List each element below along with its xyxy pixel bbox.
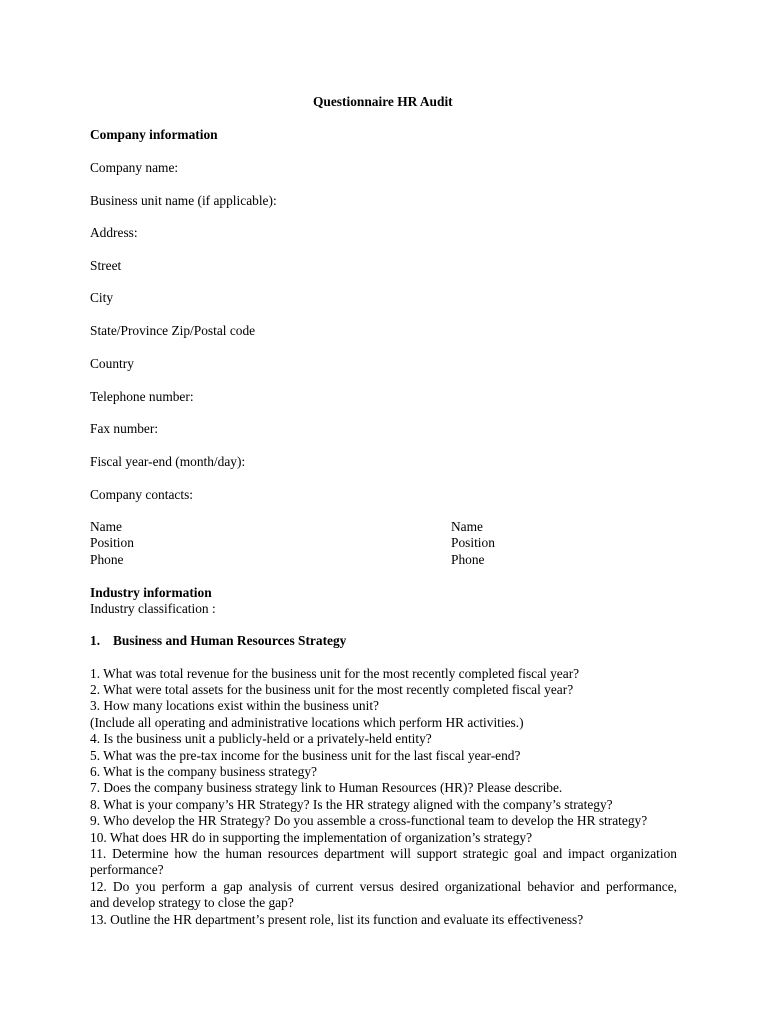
contact-left-phone: Phone — [90, 552, 124, 567]
contact-right-name: Name — [451, 519, 483, 534]
field-state-zip: State/Province Zip/Postal code — [90, 323, 256, 338]
contact-right-position: Position — [451, 535, 495, 550]
question-line: 4. Is the business unit a publicly-held or a privately-held entity? — [90, 731, 432, 746]
question-line: 11. Determine how the human resources department will support strategic goal and impact organization — [90, 846, 677, 861]
question-line: 9. Who develop the HR Strategy? Do you assemble a cross-functional team to develop the HR strategy? — [90, 813, 648, 828]
field-address: Address: — [90, 225, 138, 240]
question-line: 7. Does the company business strategy link to Human Resources (HR)? Please describe. — [90, 780, 563, 795]
question-line: 13. Outline the HR department’s present role, list its function and evaluate its effectiveness? — [90, 912, 584, 927]
industry-info-heading: Industry information — [90, 585, 212, 600]
question-line: 5. What was the pre-tax income for the business unit for the last fiscal year-end? — [90, 748, 521, 763]
section-number: 1. — [90, 633, 101, 648]
contact-right-phone: Phone — [451, 552, 485, 567]
field-company-contacts: Company contacts: — [90, 487, 194, 502]
section-heading: Business and Human Resources Strategy — [113, 633, 347, 648]
question-line: 10. What does HR do in supporting the implementation of organization’s strategy? — [90, 830, 533, 845]
company-info-heading: Company information — [90, 127, 218, 142]
field-telephone: Telephone number: — [90, 389, 194, 404]
question-line: (Include all operating and administrative locations which perform HR activities.) — [90, 715, 524, 730]
question-line: and develop strategy to close the gap? — [90, 895, 294, 910]
field-street: Street — [90, 258, 122, 273]
field-fax: Fax number: — [90, 421, 159, 436]
field-country: Country — [90, 356, 134, 371]
contact-left-name: Name — [90, 519, 122, 534]
field-company-name: Company name: — [90, 160, 179, 175]
question-line: 6. What is the company business strategy? — [90, 764, 317, 779]
industry-classification: Industry classification : — [90, 601, 216, 616]
question-line: performance? — [90, 862, 164, 877]
question-line: 3. How many locations exist within the business unit? — [90, 698, 379, 713]
contact-left-position: Position — [90, 535, 134, 550]
question-line: 1. What was total revenue for the business unit for the most recently completed fiscal year? — [90, 666, 580, 681]
question-line: 12. Do you perform a gap analysis of current versus desired organizational behavior and performance, — [90, 879, 677, 894]
field-city: City — [90, 290, 114, 305]
field-business-unit-name: Business unit name (if applicable): — [90, 193, 277, 208]
question-line: 2. What were total assets for the business unit for the most recently completed fiscal year? — [90, 682, 574, 697]
field-fiscal-year-end: Fiscal year-end (month/day): — [90, 454, 246, 469]
question-line: 8. What is your company’s HR Strategy? Is the HR strategy aligned with the company’s strategy? — [90, 797, 613, 812]
document-title: Questionnaire HR Audit — [313, 94, 453, 109]
